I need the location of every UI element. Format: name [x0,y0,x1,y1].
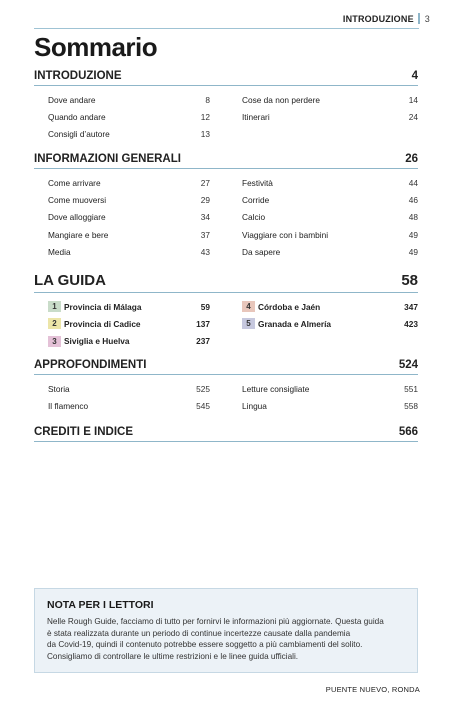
guide-chapter[interactable] [242,315,418,332]
toc-entry[interactable] [34,380,210,397]
toc-entry-page: 558 [404,400,418,411]
toc-entry-label: Media [48,246,71,257]
toc-entry-label: Come arrivare [48,177,101,188]
toc-column-right [242,174,418,260]
toc-entry[interactable] [34,226,210,243]
running-head-label: INTRODUZIONE [342,13,414,24]
section-heading[interactable] [34,359,418,375]
chapter-page: 423 [404,318,418,329]
section-heading[interactable] [34,272,418,293]
section-heading-page: 58 [401,272,418,289]
chapter-page: 347 [404,301,418,312]
toc-entry-page: 49 [408,246,418,257]
chapter-label: Córdoba e Jaén [258,301,321,312]
section-la-guida [34,272,418,350]
toc-entry[interactable] [34,191,210,208]
toc-entry-page: 24 [408,111,418,122]
section-heading-page: 566 [398,426,418,438]
toc-entry-page: 48 [408,212,418,223]
chapter-page: 237 [196,336,210,347]
toc-entry[interactable] [242,226,418,243]
section-heading-label: LA GUIDA [34,272,106,289]
guide-chapter[interactable] [34,298,210,315]
running-head-divider [418,13,420,24]
chapter-page: 59 [200,301,210,312]
section-informazioni-generali [34,153,418,260]
toc-entry-label: Corride [242,194,270,205]
section-heading-page: 4 [411,70,418,82]
toc-entry-page: 545 [196,400,210,411]
toc-entry[interactable] [242,380,418,397]
section-introduzione [34,70,418,143]
toc-column-right [242,380,418,415]
toc-entry[interactable] [242,91,418,108]
section-heading-page: 26 [405,153,418,165]
toc-entry-page: 13 [200,129,210,140]
toc-entry[interactable] [34,243,210,260]
toc-entry[interactable] [242,191,418,208]
chapter-label: Granada e Almería [258,318,332,329]
note-line: è stata realizzata durante un periodo di continue incertezze causate dalla pandemia [47,628,351,638]
toc-column-left [34,174,210,260]
section-heading[interactable] [34,426,418,442]
toc-column-left [34,91,210,143]
toc-entry-page: 46 [408,194,418,205]
toc-entry-page: 34 [200,212,210,223]
toc-column-left [34,298,210,350]
toc-entry[interactable] [242,108,418,125]
section-heading-label: CREDITI E INDICE [34,426,134,438]
toc-entry[interactable] [242,209,418,226]
toc-entry-page: 551 [404,383,418,394]
toc-entry-label: Dove alloggiare [48,212,106,223]
chapter-label: Provincia di Cadice [64,318,141,329]
toc-entry-label: Consigli d’autore [48,129,110,140]
chapter-number-badge: 3 [48,336,61,347]
note-body [47,616,405,662]
note-line: da Covid-19, quindi il contenuto potrebbe essere soggetto a più cambiamenti del solito. [47,640,363,649]
chapter-number-badge: 4 [242,301,255,312]
guide-chapter[interactable] [34,315,210,332]
toc-entry-page: 8 [205,94,210,105]
chapter-number-badge: 5 [242,318,255,329]
chapter-number-badge: 1 [48,301,61,312]
note-title: NOTA PER I LETTORI [47,599,154,611]
guide-chapter[interactable] [34,333,210,350]
toc-entry-page: 44 [408,177,418,188]
toc-entry-label: Quando andare [48,111,106,122]
toc-entry-label: Cose da non perdere [242,94,320,105]
toc-entry-page: 49 [408,229,418,240]
note-line: Consigliamo di controllare le ultime restrizioni e le linee guida ufficiali. [47,651,299,661]
section-heading[interactable] [34,70,418,86]
toc-entry[interactable] [34,397,210,414]
toc-entry-page: 27 [200,177,210,188]
toc-column-left [34,380,210,415]
toc-entry-page: 12 [200,111,210,122]
toc-entry-label: Il flamenco [48,400,89,411]
toc-entry-page: 43 [200,246,210,257]
toc-entry[interactable] [34,108,210,125]
toc-entry-label: Calcio [242,212,266,223]
top-rule [34,28,419,29]
section-heading-label: APPROFONDIMENTI [34,359,147,371]
photo-caption: PUENTE NUEVO, RONDA [325,685,420,694]
toc-entry-label: Lingua [242,400,267,411]
section-heading-page: 524 [398,359,418,371]
toc-entry[interactable] [242,397,418,414]
toc-column-right [242,298,418,350]
toc-entry-page: 37 [200,229,210,240]
toc-entry-label: Dove andare [48,94,96,105]
toc-entry[interactable] [34,91,210,108]
toc-entry[interactable] [34,174,210,191]
section-crediti-e-indice [34,426,418,442]
section-heading[interactable] [34,153,418,169]
running-head [343,13,430,24]
toc-entry-label: Letture consigliate [242,383,310,394]
chapter-number-badge: 2 [48,318,61,329]
toc-entry-label: Come muoversi [48,194,107,205]
running-head-page: 3 [424,13,430,24]
toc-entry-label: Storia [48,383,70,394]
toc-entry[interactable] [34,209,210,226]
toc-entry-page: 29 [200,194,210,205]
toc-entry-label: Itinerari [242,111,270,122]
guide-chapter[interactable] [242,298,418,315]
toc-entry-label: Mangiare e bere [48,229,109,240]
reader-note-box [34,588,418,673]
note-line: Nelle Rough Guide, facciamo di tutto per fornirvi le informazioni più aggiornate. Questa guida [47,617,384,626]
toc-entry-label: Da sapere [242,246,281,257]
chapter-label: Siviglia e Huelva [64,336,130,347]
toc-entry-label: Viaggiare con i bambini [242,229,329,240]
toc-entry[interactable] [242,243,418,260]
chapter-label: Provincia di Málaga [64,301,142,312]
section-heading-label: INFORMAZIONI GENERALI [34,153,181,165]
toc-entry-label: Festività [242,177,273,188]
toc-column-right [242,91,418,143]
page-title: Sommario [34,32,158,62]
section-approfondimenti [34,359,418,415]
toc-entry-page: 525 [196,383,210,394]
toc-entry[interactable] [242,174,418,191]
chapter-page: 137 [196,318,210,329]
section-heading-label: INTRODUZIONE [34,70,122,82]
toc-entry-page: 14 [408,94,418,105]
toc-entry[interactable] [34,126,210,143]
